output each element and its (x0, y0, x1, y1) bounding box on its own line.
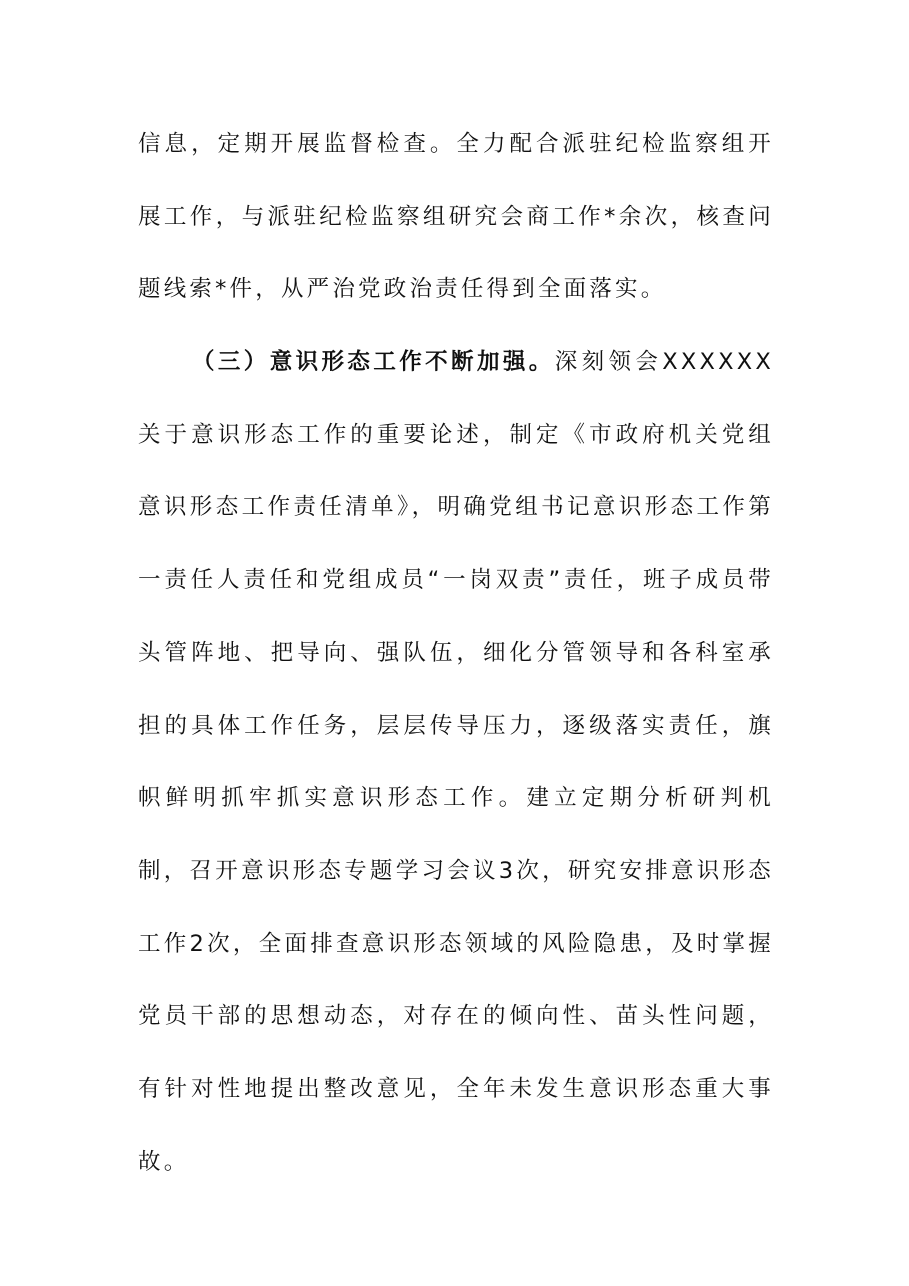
paragraph-ideology-work (138, 326, 774, 1198)
section-heading: （三）意识形态工作不断加强。 (192, 349, 555, 375)
paragraph-continuation: 信息，定期开展监督检查。全力配合派驻纪检监察组开展工作，与派驻纪检监察组研究会商工作*余次，核查问题线索*件，从严治党政治责任得到全面落实。 (138, 131, 774, 303)
section-body: 深刻领会XXXXXX关于意识形态工作的重要论述，制定《市政府机关党组意识形态工作责任清单》，明确党组书记意识形态工作第一责任人责任和党组成员“一岗双责”责任，班子成员带头管阵地、把导向、强队伍，细化分管领导和各科室承担的具体工作任务，层层传导压力，逐级落实责任，旗帜鲜明抓牢抓实意识形态工作。建立定期分析研判机制，召开意识形态专题学习会议3次，研究安排意识形态工作2次，全面排查意识形态领域的风险隐患，及时掌握党员干部的思想动态，对存在的倾向性、苗头性问题，有针对性地提出整改意见，全年未发生意识形态重大事故。 (138, 349, 774, 1175)
